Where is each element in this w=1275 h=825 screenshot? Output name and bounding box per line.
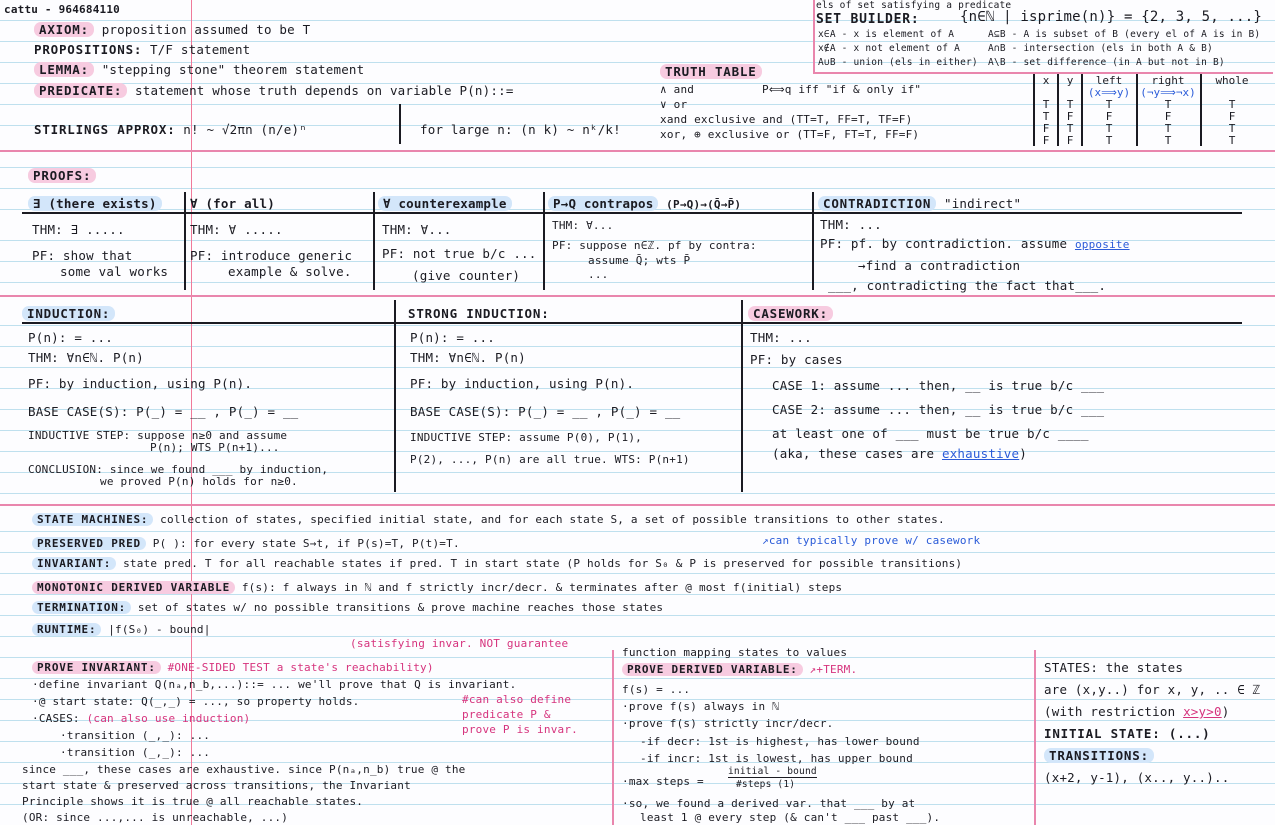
set-element-def: x∈A - x is element of A — [818, 29, 955, 40]
tt-cell: T — [1042, 110, 1050, 123]
monotonic-def: f(s): f always in ℕ and f strictly incr/decr. & terminates after @ most f(initial) steps — [241, 581, 843, 594]
invariant-conclusion: start state & preserved across transitions, the Invariant — [22, 779, 411, 792]
col-divider — [373, 192, 375, 290]
tt-cell: F — [1066, 134, 1074, 147]
invariant-conclusion: since ___, these cases are exhaustive. since P(nₐ,n_b) true @ the — [22, 763, 466, 776]
restriction-label: (with restriction — [1044, 704, 1176, 719]
states-def: STATES: the states — [1044, 660, 1184, 675]
table-border — [1057, 72, 1059, 146]
derived-variable-caption: function mapping states to values — [622, 646, 848, 659]
runtime-heading: RUNTIME: — [32, 623, 101, 636]
section-divider — [0, 504, 1275, 506]
restriction-close: ) — [1221, 704, 1230, 719]
box-border — [813, 72, 1273, 74]
derived-monotone: ·prove f(s) strictly incr/decr. — [622, 717, 834, 730]
and-def: ∧ and — [660, 83, 695, 96]
define-invariant: ·define invariant Q(nₐ,n_b,...)::= ... we'll prove that Q is invariant. — [32, 678, 517, 691]
tt-cell: F — [1164, 110, 1172, 123]
induction-base-case: BASE CASE(S): P(_) = __ , P(_) = __ — [28, 404, 299, 419]
predicate-text: statement whose truth depends on variable P(n)::= — [135, 83, 514, 98]
proofs-header-rule — [22, 212, 1242, 214]
tt-header: x — [1042, 74, 1050, 87]
col-divider — [812, 192, 814, 290]
section-divider — [0, 295, 1275, 297]
contradiction-thm: THM: ... — [820, 217, 882, 232]
xor-def: xor, ⊕ exclusive or (TT=F, FT=T, FF=F) — [660, 128, 920, 141]
tt-header: right — [1151, 74, 1185, 87]
use-induction-note: (can also use induction) — [86, 712, 251, 725]
casework-at-least-one: at least one of ___ must be true b/c ____ — [772, 426, 1089, 441]
states-def-cont: are (x,y..) for x, y, .. ∈ ℤ — [1044, 682, 1261, 697]
set-difference-def: A\B - set difference (in A but not in B) — [988, 57, 1225, 68]
tt-cell: F — [1228, 110, 1236, 123]
induction-step: INDUCTIVE STEP: suppose n≥0 and assume — [28, 429, 288, 442]
tt-cell: F — [1042, 134, 1050, 147]
tt-header: whole — [1215, 74, 1249, 87]
tt-subheader: (¬y⟹¬x) — [1140, 86, 1196, 99]
opposite-word: opposite — [1074, 238, 1130, 251]
lemma-heading: LEMMA: — [34, 62, 94, 77]
set-builder-caption: els of set satisfying a predicate — [816, 0, 1012, 11]
contradiction-label: CONTRADICTION — [818, 196, 936, 211]
termination-heading: TERMINATION: — [32, 601, 131, 614]
counterexample-note: (give counter) — [412, 268, 521, 283]
propositions-heading: PROPOSITIONS: — [34, 42, 143, 57]
strong-step-cont: P(2), ..., P(n) are all true. WTS: P(n+1) — [410, 453, 690, 466]
casework-case-1: CASE 1: assume ... then, __ is true b/c ___ — [772, 378, 1105, 393]
transitions-list: (x+2, y-1), (x.., y..).. — [1044, 770, 1230, 785]
preserved-pred-def: P( ): for every state S→t, if P(s)=T, P(t)=T. — [152, 537, 460, 550]
tt-cell: T — [1228, 98, 1236, 111]
strong-pf: PF: by induction, using P(n). — [410, 376, 635, 391]
large-n-approx: for large n: (n k) ~ nᵏ/k! — [420, 122, 621, 137]
derived-conclusion-cont: least 1 @ every step (& can't ___ past ___). — [640, 811, 941, 824]
transition-case: ·transition (_,_): ... — [60, 746, 211, 759]
max-steps-label: ·max steps = — [622, 775, 704, 788]
max-steps-denominator: #steps (1) — [736, 779, 796, 790]
counterexample-heading: ∀ counterexample — [378, 196, 512, 211]
tt-cell: T — [1228, 134, 1236, 147]
box-border — [813, 0, 815, 73]
tt-cell: T — [1164, 134, 1172, 147]
divider — [399, 104, 401, 144]
contrapos-thm: THM: ∀... — [552, 219, 614, 232]
state-machines-def: collection of states, specified initial state, and for each state S, a set of possible transitions to other states. — [160, 513, 945, 526]
invariant-def: state pred. T for all reachable states if pred. T in start state (P holds for S₀ & P is preserved for possible transitions) — [123, 557, 963, 570]
predicate-note: prove P is invar. — [462, 723, 578, 736]
invariant-note-cont: a state's reachability) — [276, 661, 434, 674]
exhaustive-prefix: (aka, these cases are — [772, 446, 935, 461]
tt-cell: T — [1105, 134, 1113, 147]
tt-cell: T — [1105, 122, 1113, 135]
induction-step-cont: P(n); WTS P(n+1)... — [150, 441, 280, 454]
casework-pf: PF: by cases — [750, 352, 843, 367]
contradiction-step: →find a contradiction — [858, 258, 1021, 273]
derived-incr: -if incr: 1st is lowest, has upper bound — [640, 752, 913, 765]
set-builder-expr: {n∈ℕ | isprime(n)} = {2, 3, 5, ...} — [960, 9, 1263, 25]
col-divider — [1034, 650, 1036, 825]
casework-case-2: CASE 2: assume ... then, __ is true b/c ___ — [772, 402, 1105, 417]
induction-thm: THM: ∀n∈ℕ. P(n) — [28, 350, 144, 365]
induction-conclusion: CONCLUSION: since we found ___ by induction, — [28, 463, 329, 476]
counterexample-thm: THM: ∀... — [382, 222, 452, 237]
tt-cell: T — [1105, 98, 1113, 111]
initial-state: INITIAL STATE: (...) — [1044, 726, 1211, 741]
tt-header: y — [1066, 74, 1074, 87]
derived-in-n: ·prove f(s) always in ℕ — [622, 700, 779, 713]
contradiction-note: "indirect" — [943, 196, 1022, 211]
induction-header-rule — [22, 322, 1242, 324]
strong-step: INDUCTIVE STEP: assume P(0), P(1), — [410, 431, 642, 444]
iff-def: P⟺q iff "if & only if" — [762, 83, 922, 96]
termination-def: set of states w/ no possible transitions & prove machine reaches those states — [137, 601, 664, 614]
tt-cell: T — [1164, 98, 1172, 111]
axiom-text: proposition assumed to be T — [101, 22, 311, 37]
derived-conclusion: ·so, we found a derived var. that ___ by at — [622, 797, 916, 810]
predicate-note: #can also define — [462, 693, 572, 706]
contrapos-rule: (P→Q)→(Q̄→P̄) — [666, 198, 742, 211]
tt-cell: T — [1228, 122, 1236, 135]
col-divider — [612, 650, 614, 825]
stirling-heading: STIRLINGS APPROX: — [34, 122, 176, 137]
contrapos-pf-cont: assume Q̄; wts P̄ — [588, 254, 691, 267]
tt-header: left — [1095, 74, 1123, 87]
subset-def: A⊆B - A is subset of B (every el of A is in B) — [988, 29, 1261, 40]
tt-cell: T — [1066, 98, 1074, 111]
forall-pf-cont: example & solve. — [228, 264, 352, 279]
contradiction-heading — [818, 196, 1021, 211]
induction-conclusion-cont: we proved P(n) holds for n≥0. — [100, 475, 298, 488]
invariant-note: (satisfying invar. NOT guarantee — [350, 637, 569, 650]
exhaustive-suffix: ) — [1019, 446, 1027, 461]
tt-cell: F — [1066, 110, 1074, 123]
not-element-def: x∉A - x not element of A — [818, 43, 961, 54]
tt-cell: T — [1042, 98, 1050, 111]
contrapos-heading — [548, 196, 741, 212]
restriction-value: x>y>0 — [1183, 704, 1222, 719]
union-def: A∪B - union (els in either) — [818, 57, 978, 68]
invariant-conclusion: Principle shows it is true @ all reachable states. — [22, 795, 364, 808]
induction-heading: INDUCTION: — [22, 306, 115, 321]
propositions-text: T/F statement — [149, 42, 251, 57]
stirling-formula: n! ~ √2πn (n/e)ⁿ — [183, 122, 307, 137]
strong-induction-heading: STRONG INDUCTION: — [408, 306, 550, 321]
induction-pf: PF: by induction, using P(n). — [28, 376, 253, 391]
exists-pf-cont: some val works — [60, 264, 169, 279]
tt-subheader: (x⟹y) — [1087, 86, 1131, 99]
preserved-pred-heading: PRESERVED PRED — [32, 537, 146, 550]
axiom-heading: AXIOM: — [34, 22, 94, 37]
max-steps-numerator: initial - bound — [728, 766, 817, 777]
student-id: cattu - 964684110 — [4, 3, 120, 16]
exhaustive-word: exhaustive — [941, 446, 1020, 461]
tt-cell: F — [1105, 110, 1113, 123]
col-divider — [741, 300, 743, 492]
exists-pf: PF: show that — [32, 248, 133, 263]
derived-f: f(s) = ... — [622, 683, 691, 696]
intersection-def: A∩B - intersection (els in both A & B) — [988, 43, 1213, 54]
col-divider — [184, 192, 186, 290]
exists-heading: ∃ (there exists) — [28, 196, 162, 211]
contradiction-pf — [820, 236, 1130, 252]
counterexample-pf: PF: not true b/c ... — [382, 246, 537, 261]
derived-decr: -if decr: 1st is highest, has lower bound — [640, 735, 920, 748]
exists-thm: THM: ∃ ..... — [32, 222, 125, 237]
predicate-heading: PREDICATE: — [34, 83, 127, 98]
forall-heading: ∀ (for all) — [190, 196, 275, 211]
contrapos-pf: PF: suppose n∈ℤ. pf by contra: — [552, 239, 757, 252]
table-border — [1081, 72, 1083, 146]
contradiction-pf-text: PF: pf. by contradiction. assume — [820, 236, 1068, 251]
tt-cell: F — [1042, 122, 1050, 135]
col-divider — [543, 192, 545, 290]
col-divider — [394, 300, 396, 492]
set-builder-heading: SET BUILDER: — [816, 12, 920, 27]
transition-case: ·transition (_,_): ... — [60, 729, 211, 742]
start-state-check: ·@ start state: Q(_,_) = ..., so property holds. — [32, 695, 360, 708]
strong-pred: P(n): = ... — [410, 330, 495, 345]
predicate-note: predicate P & — [462, 708, 551, 721]
state-machines-heading: STATE MACHINES: — [32, 513, 153, 526]
contrapos-pf-dots: ... — [588, 268, 609, 281]
truth-table-heading: TRUTH TABLE — [660, 64, 762, 79]
section-divider — [0, 150, 1275, 152]
one-sided-note: #ONE-SIDED TEST — [167, 661, 270, 674]
tt-cell: T — [1164, 122, 1172, 135]
forall-thm: THM: ∀ ..... — [190, 222, 283, 237]
or-def: ∨ or — [660, 98, 688, 111]
prove-derived-heading: PROVE DERIVED VARIABLE: — [622, 663, 803, 676]
tt-cell: T — [1066, 122, 1074, 135]
invariant-alt: (OR: since ...,... is unreachable, ...) — [22, 811, 289, 824]
proofs-heading: PROOFS: — [28, 168, 96, 183]
cases-label: ·CASES: — [32, 712, 80, 725]
casework-heading: CASEWORK: — [748, 306, 833, 321]
contrapos-label: P→Q contrapos — [548, 196, 658, 211]
monotonic-heading: MONOTONIC DERIVED VARIABLE — [32, 581, 235, 594]
invariant-heading: INVARIANT: — [32, 557, 116, 570]
lemma-text: "stepping stone" theorem statement — [101, 62, 365, 77]
xand-def: xand exclusive and (TT=T, FF=T, TF=F) — [660, 113, 913, 126]
table-border — [1033, 72, 1035, 146]
term-note: ↗+TERM. — [809, 663, 858, 676]
casework-note: ↗can typically prove w/ casework — [762, 534, 981, 547]
prove-invariant-heading: PROVE INVARIANT: — [32, 661, 161, 674]
casework-thm: THM: ... — [750, 330, 812, 345]
runtime-def: |f(S₀) - bound| — [108, 623, 211, 636]
strong-base-case: BASE CASE(S): P(_) = __ , P(_) = __ — [410, 404, 681, 419]
forall-pf: PF: introduce generic — [190, 248, 353, 263]
transitions-heading: TRANSITIONS: — [1044, 748, 1154, 763]
induction-pred: P(n): = ... — [28, 330, 113, 345]
contradiction-conclusion: ___, contradicting the fact that___. — [828, 278, 1107, 293]
casework-exhaustive — [772, 446, 1027, 461]
strong-thm: THM: ∀n∈ℕ. P(n) — [410, 350, 526, 365]
